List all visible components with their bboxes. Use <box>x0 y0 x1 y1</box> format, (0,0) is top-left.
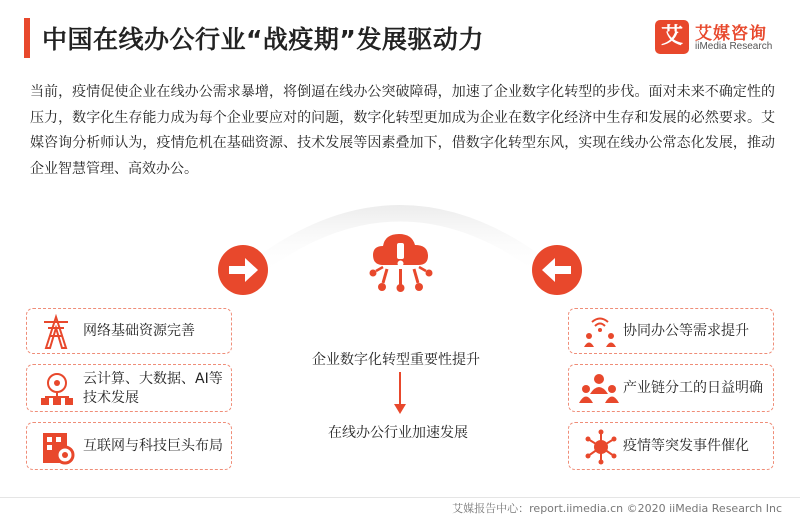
left-factor-box-1 <box>26 308 232 354</box>
left-arrow-circle <box>532 245 582 295</box>
logo-text-cn: 艾媒咨询 <box>695 24 767 44</box>
left-factor-label-3: 互联网与科技巨头布局 <box>83 438 223 454</box>
footer-source: 艾媒报告中心：report.iimedia.cn ©2020 iiMedia Research Inc <box>452 502 782 515</box>
right-factor-label-1: 协同办公等需求提升 <box>623 323 749 339</box>
logo-text-en: iiMedia Research <box>695 41 773 52</box>
arrow-left-icon <box>532 245 582 295</box>
center-statement-top: 企业数字化转型重要性提升 <box>312 352 480 368</box>
people-signal-icon <box>583 314 617 350</box>
right-factor-box-3 <box>568 422 774 470</box>
right-arrow-circle <box>218 245 268 295</box>
left-factor-box-2 <box>26 364 232 412</box>
building-gear-icon <box>41 429 75 465</box>
footer-divider <box>0 497 800 498</box>
logo-mark: 艾 <box>655 20 689 54</box>
right-factor-label-3: 疫情等突发事件催化 <box>623 438 749 454</box>
cloud-network-icon <box>39 371 75 407</box>
intro-paragraph: 当前，疫情促使企业在线办公需求暴增，将倒逼在线办公突破障碍，加速了企业数字化转型的步伐。面对未来不确定性的压力，数字化生存能力成为每个企业要应对的问题，数字化转型更加成为企业在数字化经济中生存和发展的必然要求。艾媒咨询分析师认为，疫情危机在基础资源、技术发展等因素叠加下，借数字化转型东风，实现在线办公常态化发展，推动企业智慧管理、高效办公。 <box>30 84 775 177</box>
left-factor-label-1: 网络基础资源完善 <box>83 323 195 339</box>
down-arrow-icon <box>392 372 408 416</box>
virus-icon <box>583 429 619 465</box>
page-title: 中国在线办公行业“战疫期”发展驱动力 <box>42 25 484 54</box>
right-factor-label-2: 产业链分工的日益明确 <box>623 380 763 396</box>
arrow-right-icon <box>218 245 268 295</box>
right-factor-box-1 <box>568 308 774 354</box>
left-factor-box-3 <box>26 422 232 470</box>
cloud-alert-icon <box>365 225 437 297</box>
left-factor-label-2: 云计算、大数据、AI等技术发展 <box>83 371 223 406</box>
tower-icon <box>41 314 71 350</box>
right-factor-box-2 <box>568 364 774 412</box>
team-icon <box>579 372 619 406</box>
center-statement-bottom: 在线办公行业加速发展 <box>328 425 468 441</box>
